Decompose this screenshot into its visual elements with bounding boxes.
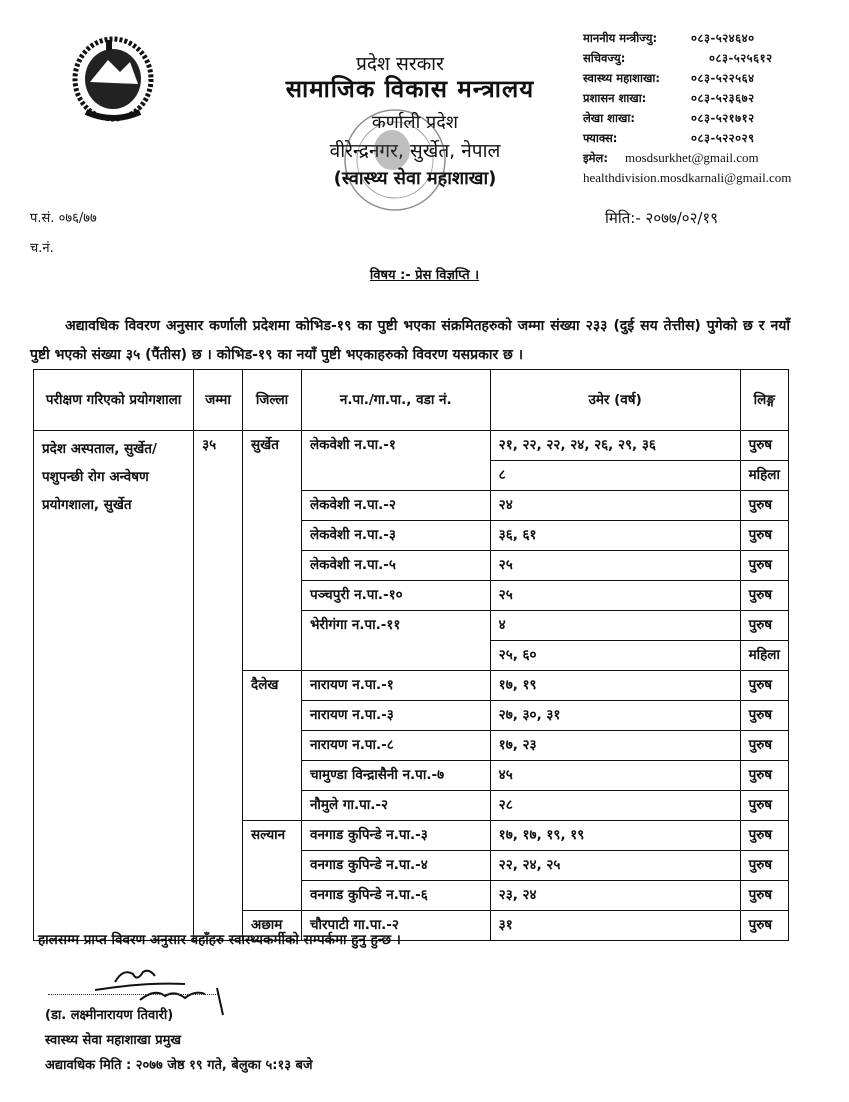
municipality-cell: लेकवेशी न.पा.-१ bbox=[301, 431, 490, 491]
contact-label: माननीय मन्त्रीज्यु: bbox=[583, 30, 658, 45]
sex-cell: पुरुष bbox=[740, 431, 788, 461]
municipality-cell: नौमुले गा.पा.-२ bbox=[301, 791, 490, 821]
municipality-cell: लेकवेशी न.पा.-२ bbox=[301, 491, 490, 521]
sex-cell: पुरुष bbox=[740, 731, 788, 761]
age-cell: १७, २३ bbox=[490, 731, 740, 761]
municipality-cell: भेरीगंगा न.पा.-११ bbox=[301, 611, 490, 671]
municipality-cell: पञ्चपुरी न.पा.-१० bbox=[301, 581, 490, 611]
municipality-cell: नारायण न.पा.-१ bbox=[301, 671, 490, 701]
nepal-emblem-icon bbox=[68, 32, 158, 127]
municipality-cell: चौरपाटी गा.पा.-२ bbox=[301, 911, 490, 941]
contact-row bbox=[583, 88, 843, 108]
letter-date: मिति:- २०७७/०२/१९ bbox=[605, 209, 719, 227]
header-government: प्रदेश सरकार bbox=[356, 53, 444, 75]
contact-phone: ०८३-५२२५६४ bbox=[691, 70, 755, 85]
lab-cell: प्रदेश अस्पताल, सुर्खेत/ पशुपन्छी रोग अन्वेषण प्रयोगशाला, सुर्खेत bbox=[34, 431, 194, 941]
col-header-age: उमेर (वर्ष) bbox=[490, 370, 740, 431]
age-cell: ४५ bbox=[490, 761, 740, 791]
sex-cell: पुरुष bbox=[740, 671, 788, 701]
official-stamp-icon bbox=[320, 100, 470, 230]
municipality-cell: नारायण न.पा.-८ bbox=[301, 731, 490, 761]
sex-cell: पुरुष bbox=[740, 521, 788, 551]
sex-cell: पुरुष bbox=[740, 701, 788, 731]
age-cell: ३१ bbox=[490, 911, 740, 941]
age-cell: ३६, ६१ bbox=[490, 521, 740, 551]
contact-label: सचिवज्यु: bbox=[583, 50, 626, 65]
municipality-cell: वनगाड कुपिन्डे न.पा.-३ bbox=[301, 821, 490, 851]
contact-label: स्वास्थ्य महाशाखा: bbox=[583, 70, 660, 85]
sex-cell: महिला bbox=[740, 641, 788, 671]
district-cell: सल्यान bbox=[243, 821, 302, 911]
contact-label: प्रशासन शाखा: bbox=[583, 90, 647, 105]
signatory-name: (डा. लक्ष्मीनारायण तिवारी) bbox=[45, 1008, 174, 1023]
contact-label: फ्याक्स: bbox=[583, 130, 618, 145]
total-cell: ३५ bbox=[194, 431, 243, 941]
contact-row bbox=[583, 28, 843, 48]
sex-cell: पुरुष bbox=[740, 881, 788, 911]
age-cell: २३, २४ bbox=[490, 881, 740, 911]
email-link[interactable]: healthdivision.mosdkarnali@gmail.com bbox=[583, 170, 792, 185]
municipality-cell: लेकवेशी न.पा.-३ bbox=[301, 521, 490, 551]
age-cell: २८ bbox=[490, 791, 740, 821]
municipality-cell: लेकवेशी न.पा.-५ bbox=[301, 551, 490, 581]
email-row bbox=[583, 148, 843, 168]
header-ministry: सामाजिक विकास मन्त्रालय bbox=[285, 75, 535, 103]
age-cell: २७, ३०, ३१ bbox=[490, 701, 740, 731]
age-cell: २२, २४, २५ bbox=[490, 851, 740, 881]
contact-phone: ०८३-५२३६७२ bbox=[691, 90, 755, 105]
age-cell: १७, १७, १९, १९ bbox=[490, 821, 740, 851]
sex-cell: पुरुष bbox=[740, 491, 788, 521]
age-cell: ४ bbox=[490, 611, 740, 641]
contact-phone: ०८३-५२१७१२ bbox=[691, 110, 755, 125]
body-paragraph: अद्यावधिक विवरण अनुसार कर्णाली प्रदेशमा कोभिड-१९ का पुष्टी भएका संक्रमितहरुको जम्मा संख्या २३३ (दुई सय तेत्तीस) पुगेको छ र नयाँ पुष्टी भएको संख्या ३५ (पैंतीस) छ । कोभिड-१९ का नयाँ पुष्टी भएकाहरुको विवरण यसप्रकार छ । bbox=[30, 318, 790, 363]
col-header-lab: परीक्षण गरिएको प्रयोगशाला bbox=[34, 370, 194, 431]
district-cell: अछाम bbox=[243, 911, 302, 941]
sex-cell: पुरुष bbox=[740, 851, 788, 881]
age-cell: ८ bbox=[490, 461, 740, 491]
signature-line bbox=[48, 992, 218, 995]
contact-row bbox=[583, 128, 843, 148]
closing-note: हालसम्म प्राप्त विवरण अनुसार वहाँहरु स्वास्थ्यकर्मीको सम्पर्कमा हुनु हुन्छ । bbox=[38, 932, 401, 948]
district-cell: दैलेख bbox=[243, 671, 302, 821]
municipality-cell: चामुण्डा विन्द्रासैनी न.पा.-७ bbox=[301, 761, 490, 791]
sex-cell: पुरुष bbox=[740, 821, 788, 851]
age-cell: २५, ६० bbox=[490, 641, 740, 671]
header-address: वीरेन्द्रनगर, सुर्खेत, नेपाल bbox=[329, 140, 501, 162]
contact-row bbox=[583, 48, 843, 68]
sex-cell: पुरुष bbox=[740, 911, 788, 941]
email-link[interactable]: mosdsurkhet@gmail.com bbox=[625, 150, 759, 165]
age-cell: १७, १९ bbox=[490, 671, 740, 701]
col-header-district: जिल्ला bbox=[243, 370, 302, 431]
signatory-title: स्वास्थ्य सेवा महाशाखा प्रमुख bbox=[45, 1033, 182, 1048]
subject-text: विषय :- प्रेस विज्ञप्ति । bbox=[369, 268, 480, 283]
sex-cell: पुरुष bbox=[740, 551, 788, 581]
reference-number: प.सं. ०७६/७७ bbox=[30, 211, 97, 226]
age-cell: २५ bbox=[490, 581, 740, 611]
contact-phone: ०८३-५२२०२९ bbox=[691, 130, 755, 145]
header-division: (स्वास्थ्य सेवा महाशाखा) bbox=[333, 168, 497, 189]
municipality-cell: नारायण न.पा.-३ bbox=[301, 701, 490, 731]
header-province: कर्णाली प्रदेश bbox=[371, 112, 459, 133]
col-header-sex: लिङ्ग bbox=[740, 370, 788, 431]
contact-row bbox=[583, 108, 843, 128]
age-cell: २४ bbox=[490, 491, 740, 521]
col-header-municipality: न.पा./गा.पा., वडा नं. bbox=[301, 370, 490, 431]
dispatch-number: च.नं. bbox=[30, 241, 54, 256]
table-row bbox=[34, 431, 789, 461]
col-header-total: जम्मा bbox=[194, 370, 243, 431]
contact-row bbox=[583, 68, 843, 88]
sex-cell: पुरुष bbox=[740, 791, 788, 821]
updated-timestamp: अद्यावधिक मिति : २०७७ जेष्ठ १९ गते, बेलुका ५:१३ बजे bbox=[45, 1058, 313, 1073]
sex-cell: पुरुष bbox=[740, 581, 788, 611]
contact-phone: ०८३-५२५६१२ bbox=[709, 50, 773, 65]
municipality-cell: वनगाड कुपिन्डे न.पा.-४ bbox=[301, 851, 490, 881]
contact-label: लेखा शाखा: bbox=[583, 110, 635, 125]
contact-block bbox=[583, 28, 843, 188]
cases-table bbox=[33, 369, 789, 941]
subject-line bbox=[0, 265, 849, 283]
age-cell: २५ bbox=[490, 551, 740, 581]
sex-cell: महिला bbox=[740, 461, 788, 491]
table-header-row bbox=[34, 370, 789, 431]
district-cell: सुर्खेत bbox=[243, 431, 302, 671]
age-cell: २१, २२, २२, २४, २६, २९, ३६ bbox=[490, 431, 740, 461]
sex-cell: पुरुष bbox=[740, 761, 788, 791]
contact-phone: ०८३-५२४६४० bbox=[691, 30, 755, 45]
email-row bbox=[583, 168, 843, 188]
sex-cell: पुरुष bbox=[740, 611, 788, 641]
email-label: इमेल: bbox=[583, 150, 608, 165]
municipality-cell: वनगाड कुपिन्डे न.पा.-६ bbox=[301, 881, 490, 911]
